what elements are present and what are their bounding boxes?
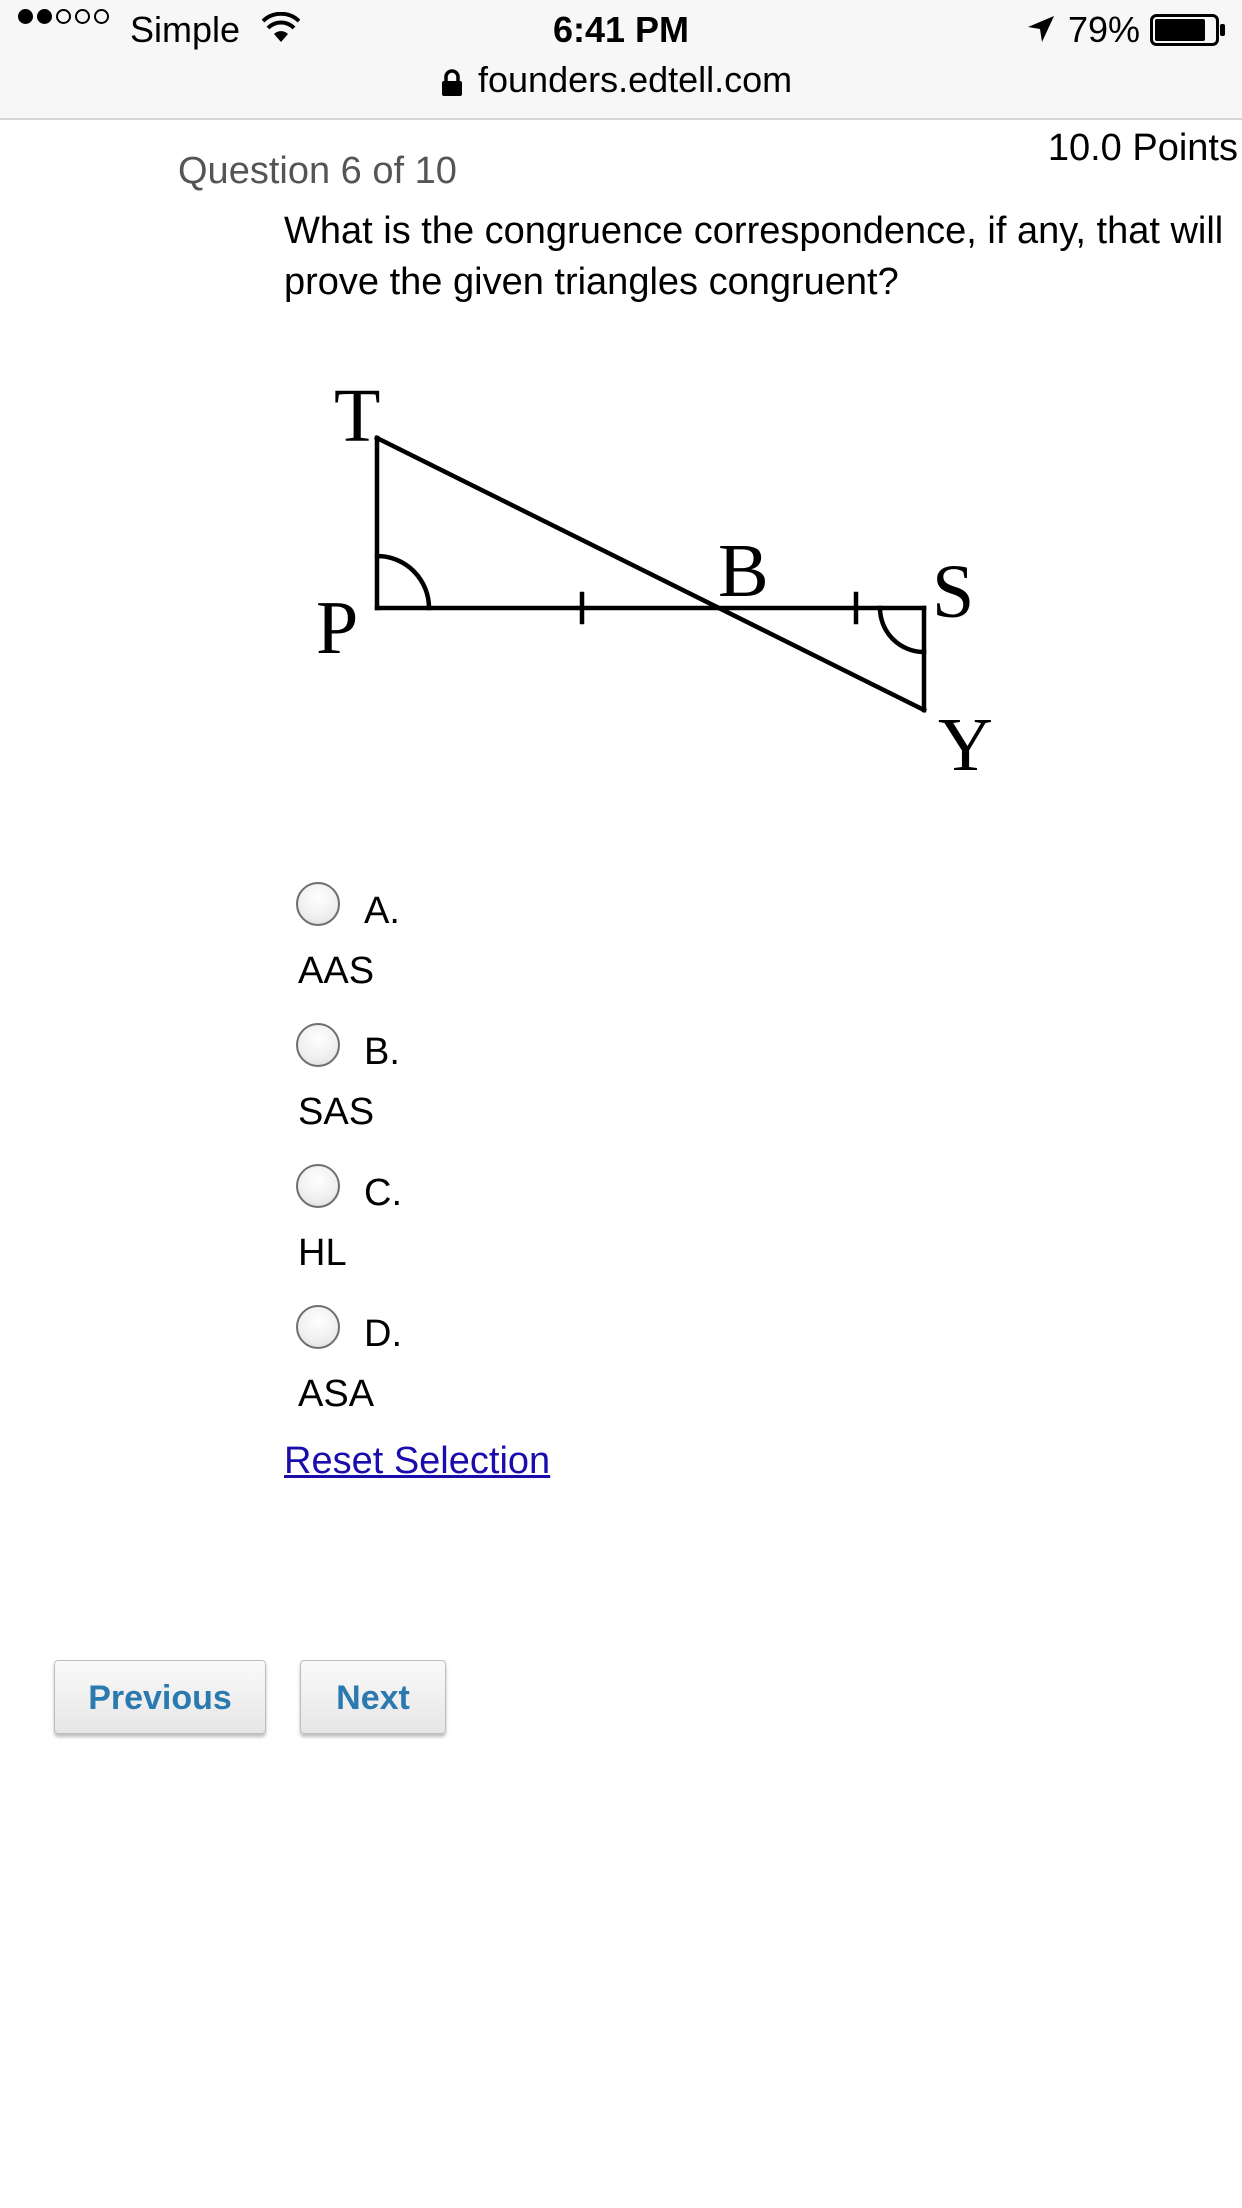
choice-text: ASA — [298, 1373, 375, 1415]
battery-icon — [1150, 14, 1226, 46]
status-bar — [0, 0, 1242, 60]
choice-text: SAS — [298, 1091, 375, 1133]
vertex-label-p: P — [316, 586, 359, 670]
battery-percentage: 79% — [1068, 9, 1141, 50]
triangle-diagram — [300, 360, 1020, 790]
radio-button-a[interactable] — [296, 882, 340, 926]
angle-mark-p — [377, 556, 429, 608]
location-arrow-icon — [1026, 14, 1056, 44]
question-number: Question 6 of 10 — [178, 150, 457, 192]
radio-button-b[interactable] — [296, 1023, 340, 1067]
vertex-label-t: T — [334, 374, 381, 458]
next-button[interactable]: Next — [300, 1660, 446, 1734]
vertex-label-y: Y — [938, 703, 993, 787]
reset-selection-link[interactable]: Reset Selection — [284, 1440, 551, 1482]
choice-letter: B. — [364, 1031, 400, 1073]
carrier-name: Simple — [130, 9, 241, 50]
segment-ty — [377, 438, 924, 710]
choice-text: HL — [298, 1232, 347, 1274]
vertex-label-b: B — [718, 529, 769, 613]
question-text: What is the congruence correspondence, if any, that will prove the given triangles congruent? — [284, 210, 1224, 303]
choice-text: AAS — [298, 950, 375, 992]
address-bar[interactable] — [0, 60, 1242, 120]
vertex-label-s: S — [932, 550, 975, 634]
radio-button-d[interactable] — [296, 1305, 340, 1349]
choice-letter: D. — [364, 1313, 402, 1355]
lock-icon — [440, 68, 464, 98]
radio-button-c[interactable] — [296, 1164, 340, 1208]
choice-letter: A. — [364, 890, 400, 932]
angle-mark-s — [880, 608, 924, 652]
url-text: founders.edtell.com — [478, 59, 793, 100]
points-label: 10.0 Points — [1047, 127, 1238, 169]
clock: 6:41 PM — [552, 9, 690, 50]
choice-letter: C. — [364, 1172, 402, 1214]
previous-button[interactable]: Previous — [54, 1660, 266, 1734]
